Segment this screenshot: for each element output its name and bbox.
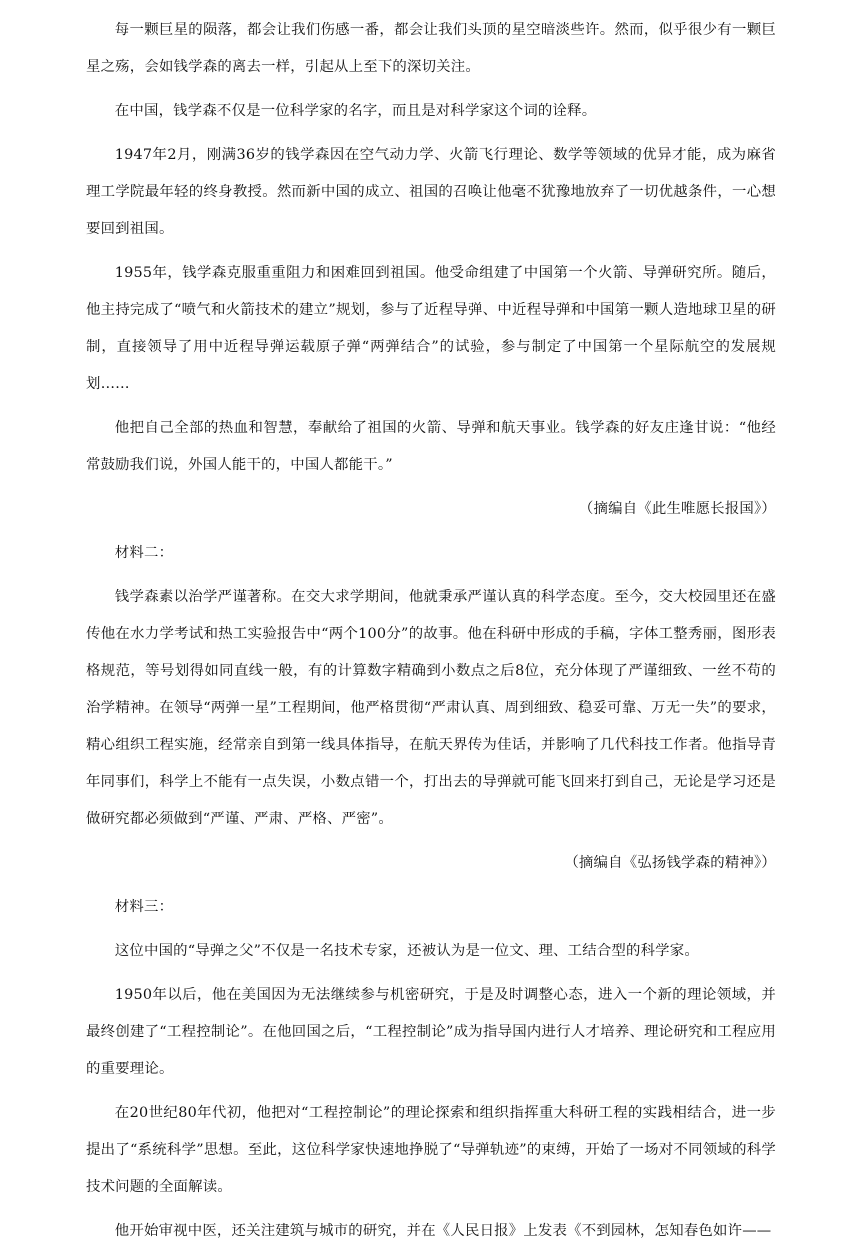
paragraph: 在20世纪80年代初，他把对“工程控制论”的理论探索和组织指挥重大科研工程的实践相结合，进一步提出了“系统科学”思想。至此，这位科学家快速地挣脱了“导弹轨迹”的束缚，开始了一场对不同领域的科学技术问题的全面解读。 [86, 1105, 776, 1195]
paragraph: 1955年，钱学森克服重重阻力和困难回到祖国。他受命组建了中国第一个火箭、导弹研究所。随后，他主持完成了“喷气和火箭技术的建立”规划，参与了近程导弹、中近程导弹和中国第一颗人造地球卫星的研制，直接领导了用中近程导弹运载原子弹“两弹结合”的试验，参与制定了中国第一个星际航空的发展规划…… [86, 265, 776, 392]
section-heading: 材料二： [114, 545, 174, 561]
paragraph: 在中国，钱学森不仅是一位科学家的名字，而且是对科学家这个词的诠释。 [114, 103, 597, 119]
document-page [86, 12, 776, 1257]
source-citation: （摘编自《弘扬钱学森的精神》） [564, 855, 776, 871]
paragraph: 1947年2月，刚满36岁的钱学森因在空气动力学、火箭飞行理论、数学等领域的优异才能，成为麻省理工学院最年轻的终身教授。然而新中国的成立、祖国的召唤让他毫不犹豫地放弃了一切优越条件，一心想要回到祖国。 [86, 147, 776, 237]
section-heading: 材料三： [114, 899, 174, 915]
paragraph: 钱学森素以治学严谨著称。在交大求学期间，他就秉承严谨认真的科学态度。至今，交大校园里还在盛传他在水力学考试和热工实验报告中“两个100分”的故事。他在科研中形成的手稿，字体工整秀丽，图形表格规范，等号划得如同直线一般，有的计算数字精确到小数点之后8位，充分体现了严谨细致、一丝不苟的治学精神。在领导“两弹一星”工程期间，他严格贯彻“严肃认真、周到细致、稳妥可靠、万无一失”的要求，精心组织工程实施，经常亲自到第一线具体指导，在航天界传为佳话，并影响了几代科技工作者。他指导青年同事们，科学上不能有一点失误，小数点错一个，打出去的导弹就可能飞回来打到自己，无论是学习还是做研究都必须做到“严谨、严肃、严格、严密”。 [86, 589, 776, 827]
source-citation: （摘编自《此生唯愿长报国》） [578, 501, 776, 517]
paragraph: 他把自己全部的热血和智慧，奉献给了祖国的火箭、导弹和航天事业。钱学森的好友庄逢甘说：“他经常鼓励我们说，外国人能干的，中国人都能干。” [86, 420, 776, 473]
paragraph: 这位中国的“导弹之父”不仅是一名技术专家，还被认为是一位文、理、工结合型的科学家。 [114, 943, 699, 959]
paragraph: 每一颗巨星的陨落，都会让我们伤感一番，都会让我们头顶的星空暗淡些许。然而，似乎很少有一颗巨星之殇，会如钱学森的离去一样，引起从上至下的深切关注。 [86, 22, 776, 75]
paragraph: 1950年以后，他在美国因为无法继续参与机密研究，于是及时调整心态，进入一个新的理论领域，并最终创建了“工程控制论”。在他回国之后，“工程控制论”成为指导国内进行人才培养、理论研究和工程应用的重要理论。 [86, 987, 776, 1077]
paragraph: 他开始审视中医，还关注建筑与城市的研究，并在《人民日报》上发表《不到园林，怎知春色如许—— [114, 1223, 772, 1239]
